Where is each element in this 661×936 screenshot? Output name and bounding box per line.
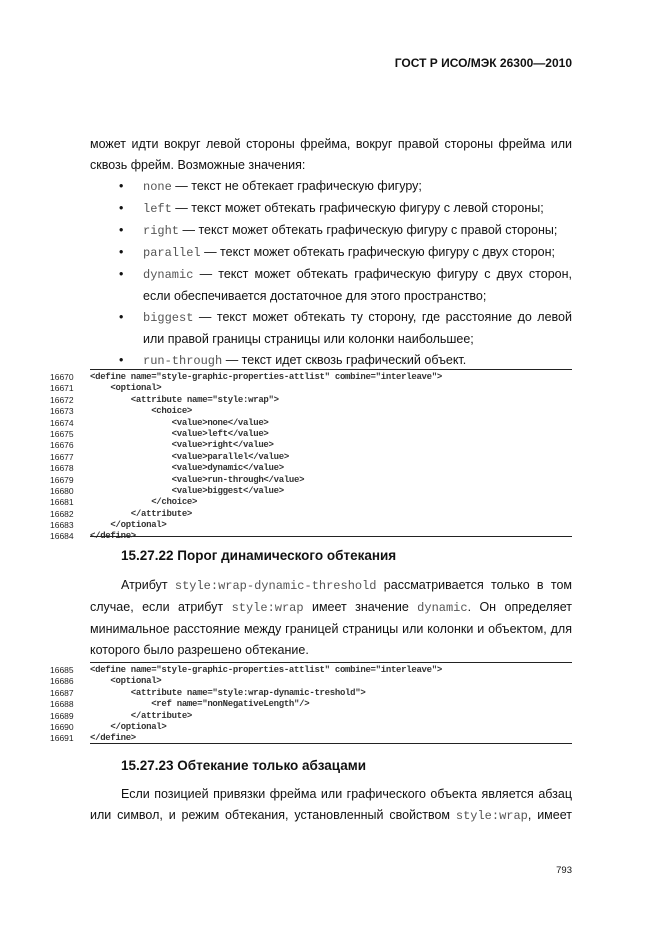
code-line xyxy=(50,395,580,406)
code-text: </optional> xyxy=(90,721,167,732)
section-heading: 15.27.22 Порог динамического обтекания xyxy=(121,548,397,563)
inline-code: dynamic xyxy=(417,601,468,615)
code-rule-bottom xyxy=(90,536,572,537)
text-run: рассматривается только в том xyxy=(376,578,572,592)
line-number: 16678 xyxy=(50,463,74,474)
code-line xyxy=(50,429,580,440)
code-text: </choice> xyxy=(90,497,198,508)
code-listing-threshold xyxy=(50,665,580,745)
line-number: 16670 xyxy=(50,372,74,382)
line-number: 16685 xyxy=(50,665,74,675)
line-number: 16683 xyxy=(50,520,74,531)
paragraph-line: минимальное расстояние между границей страницы или колонки и объектом, для xyxy=(90,622,572,636)
list-item xyxy=(90,198,572,220)
line-number: 16691 xyxy=(50,733,74,744)
code-line xyxy=(50,665,580,676)
code-text: <attribute name="style:wrap"> xyxy=(90,394,279,405)
intro-line: сквозь фрейм. Возможные значения: xyxy=(90,158,306,172)
value-code: parallel xyxy=(143,246,201,260)
line-number: 16673 xyxy=(50,406,74,417)
line-number: 16686 xyxy=(50,676,74,687)
code-line xyxy=(50,452,580,463)
code-rule-bottom xyxy=(90,743,572,744)
code-line xyxy=(50,497,580,508)
code-text: <value>dynamic</value> xyxy=(90,463,284,474)
value-code: dynamic xyxy=(143,268,194,282)
intro-line: может идти вокруг левой стороны фрейма, вокруг правой стороны фрейма или xyxy=(90,137,572,151)
line-number: 16681 xyxy=(50,497,74,508)
code-line xyxy=(50,383,580,394)
wrap-values-list xyxy=(90,176,572,372)
section-paragraph xyxy=(90,575,572,661)
line-number: 16672 xyxy=(50,394,74,405)
code-line xyxy=(50,406,580,417)
text-run: Атрибут xyxy=(121,578,175,592)
line-number: 16690 xyxy=(50,721,74,732)
code-line xyxy=(50,722,580,733)
section-heading: 15.27.23 Обтекание только абзацами xyxy=(121,758,366,773)
value-code: left xyxy=(143,202,172,216)
code-line xyxy=(50,475,580,486)
code-line xyxy=(50,440,580,451)
value-code: none xyxy=(143,180,172,194)
code-text: </attribute> xyxy=(90,710,193,721)
bullet-icon: • xyxy=(119,179,124,193)
code-text: <define name="style-graphic-properties-attlist" combine="interleave"> xyxy=(90,665,442,675)
code-line xyxy=(50,463,580,474)
intro-paragraph xyxy=(90,134,572,176)
paragraph-line xyxy=(90,597,572,619)
value-code: run-through xyxy=(143,354,223,368)
code-text: <value>left</value> xyxy=(90,428,269,439)
list-item xyxy=(90,176,572,198)
value-code: biggest xyxy=(143,311,194,325)
code-line xyxy=(50,372,580,383)
value-description: — текст может обтекать ту сторону, где расстояние до левой или правой границы страницы или колонки наибольшее; xyxy=(143,310,572,346)
list-item xyxy=(90,264,572,307)
code-text: <attribute name="style:wrap-dynamic-treshold"> xyxy=(90,687,366,698)
value-description: — текст не обтекает графическую фигуру; xyxy=(171,179,422,193)
value-description: — текст может обтекать графическую фигуру с правой стороны; xyxy=(179,223,558,237)
code-rule-top xyxy=(90,662,572,663)
line-number: 16687 xyxy=(50,687,74,698)
text-run: имеет значение xyxy=(303,600,418,614)
code-text: <optional> xyxy=(90,676,162,687)
code-rule-top xyxy=(90,369,572,370)
code-text: </define> xyxy=(90,733,136,744)
code-line xyxy=(50,688,580,699)
line-number: 16671 xyxy=(50,383,74,394)
text-run: , имеет xyxy=(527,808,572,822)
line-number: 16676 xyxy=(50,440,74,451)
code-line xyxy=(50,711,580,722)
code-text: <value>parallel</value> xyxy=(90,451,289,462)
code-text: </define> xyxy=(90,531,136,542)
code-line xyxy=(50,418,580,429)
value-code: right xyxy=(143,224,180,238)
document-header: ГОСТ Р ИСО/МЭК 26300—2010 xyxy=(394,56,572,70)
bullet-icon: • xyxy=(119,310,124,324)
code-text: </attribute> xyxy=(90,508,193,519)
code-line xyxy=(50,520,580,531)
line-number: 16680 xyxy=(50,485,74,496)
section-paragraph xyxy=(90,784,572,827)
bullet-icon: • xyxy=(119,201,124,215)
page-number: 793 xyxy=(556,865,572,876)
code-text: <value>biggest</value> xyxy=(90,485,284,496)
text-run: или символ, и режим обтекания, установленный свойством xyxy=(90,808,456,822)
code-text: <define name="style-graphic-properties-attlist" combine="interleave"> xyxy=(90,372,442,382)
bullet-icon: • xyxy=(119,223,124,237)
line-number: 16682 xyxy=(50,508,74,519)
code-text: <optional> xyxy=(90,383,162,394)
line-number: 16677 xyxy=(50,451,74,462)
bullet-icon: • xyxy=(119,353,124,367)
line-number: 16684 xyxy=(50,531,74,542)
value-description: — текст может обтекать графическую фигуру с двух сторон; xyxy=(200,245,555,259)
inline-code: style:wrap xyxy=(231,601,304,615)
code-text: <choice> xyxy=(90,406,193,417)
list-item xyxy=(90,220,572,242)
line-number: 16689 xyxy=(50,710,74,721)
code-text: <value>none</value> xyxy=(90,417,269,428)
line-number: 16675 xyxy=(50,428,74,439)
code-line xyxy=(50,531,580,542)
code-line xyxy=(50,699,580,710)
code-line xyxy=(50,509,580,520)
code-text: <ref name="nonNegativeLength"/> xyxy=(90,699,310,710)
code-line xyxy=(50,676,580,687)
line-number: 16688 xyxy=(50,699,74,710)
bullet-icon: • xyxy=(119,245,124,259)
value-description: — текст может обтекать графическую фигуру с двух сторон, если обеспечивается достаточное для этого пространство; xyxy=(143,267,572,303)
bullet-icon: • xyxy=(119,267,124,281)
paragraph-line: которого было разрешено обтекание. xyxy=(90,643,309,657)
list-item xyxy=(90,307,572,350)
inline-code: style:wrap xyxy=(455,809,528,823)
value-description: — текст может обтекать графическую фигуру с левой стороны; xyxy=(171,201,544,215)
code-line xyxy=(50,486,580,497)
paragraph-line xyxy=(90,575,572,597)
line-number: 16674 xyxy=(50,417,74,428)
value-description: — текст идет сквозь графический объект. xyxy=(222,353,467,367)
code-text: </optional> xyxy=(90,520,167,531)
paragraph-line: Если позицией привязки фрейма или графического объекта является абзац xyxy=(121,787,572,801)
code-text: <value>right</value> xyxy=(90,440,274,451)
text-run: . Он определяет xyxy=(467,600,572,614)
line-number: 16679 xyxy=(50,474,74,485)
text-run: случае, если атрибут xyxy=(90,600,232,614)
paragraph-line xyxy=(90,805,572,827)
code-text: <value>run-through</value> xyxy=(90,474,305,485)
list-item xyxy=(90,242,572,264)
code-listing-wrap xyxy=(50,372,580,543)
inline-code: style:wrap-dynamic-threshold xyxy=(174,579,377,593)
